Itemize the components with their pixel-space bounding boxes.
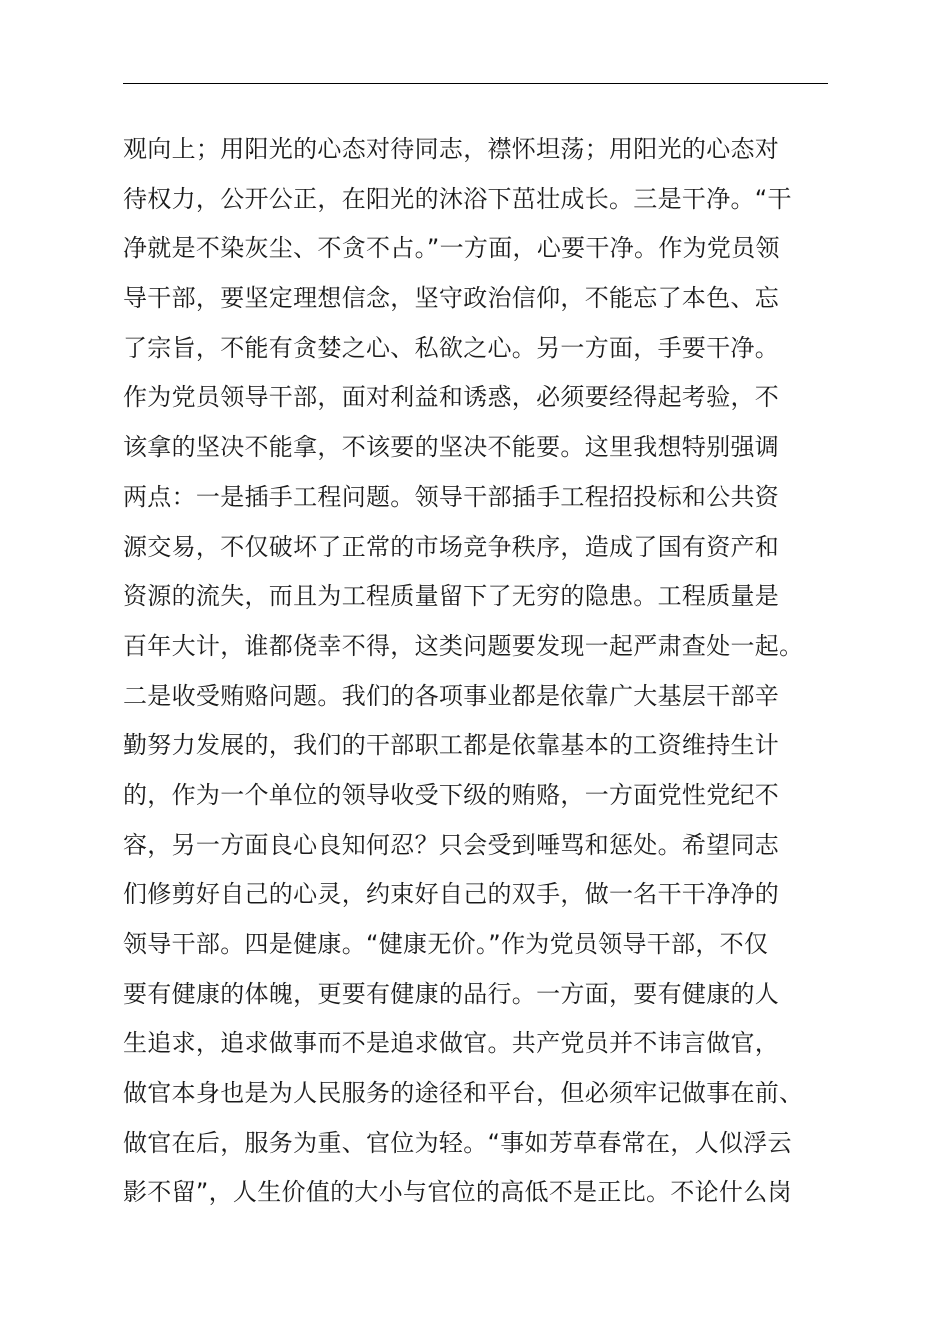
- text-line: 领导干部。四是健康。“健康无价。”作为党员领导干部，不仅: [123, 930, 769, 958]
- text-line: 影不留”，人生价值的大小与官位的高低不是正比。不论什么岗: [123, 1178, 792, 1207]
- body-text: [123, 125, 843, 1218]
- text-line: 了宗旨，不能有贪婪之心、私欲之心。另一方面，手要干净。: [123, 333, 780, 362]
- text-line: 生追求，追求做事而不是追求做官。共产党员并不讳言做官，: [123, 1029, 780, 1058]
- text-line: 导干部，要坚定理想信念，坚守政治信仰，不能忘了本色、忘: [123, 284, 780, 313]
- text-line: 要有健康的体魄，更要有健康的品行。一方面，要有健康的人: [123, 979, 780, 1008]
- text-line: 净就是不染灰尘、不贪不占。”一方面，心要干净。作为党员领: [123, 234, 780, 263]
- text-line: 作为党员领导干部，面对利益和诱惑，必须要经得起考验，不: [123, 383, 780, 412]
- text-line: 待权力，公开公正，在阳光的沐浴下茁壮成长。三是干净。“干: [123, 184, 792, 213]
- text-line: 两点：一是插手工程问题。领导干部插手工程招投标和公共资: [123, 482, 780, 511]
- text-line: 二是收受贿赂问题。我们的各项事业都是依靠广大基层干部辛: [123, 681, 780, 710]
- text-line: 观向上；用阳光的心态对待同志，襟怀坦荡；用阳光的心态对: [123, 135, 780, 163]
- text-line: 的，作为一个单位的领导收受下级的贿赂，一方面党性党纪不: [123, 780, 780, 809]
- text-line: 百年大计，谁都侥幸不得，这类问题要发现一起严肃查处一起。: [123, 631, 804, 660]
- text-line: 们修剪好自己的心灵，约束好自己的双手，做一名干干净净的: [123, 880, 780, 909]
- text-line: 源交易，不仅破坏了正常的市场竞争秩序，造成了国有资产和: [123, 532, 780, 561]
- text-line: 该拿的坚决不能拿，不该要的坚决不能要。这里我想特别强调: [123, 433, 780, 462]
- text-line: 容，另一方面良心良知何忍？只会受到唾骂和惩处。希望同志: [123, 830, 780, 859]
- text-line: 做官在后，服务为重、官位为轻。“事如芳草春常在，人似浮云: [123, 1128, 792, 1157]
- text-line: 做官本身也是为人民服务的途径和平台，但必须牢记做事在前、: [123, 1079, 804, 1108]
- text-line: 勤努力发展的，我们的干部职工都是依靠基本的工资维持生计: [123, 731, 780, 760]
- text-line: 资源的流失，而且为工程质量留下了无穷的隐患。工程质量是: [123, 582, 780, 611]
- header-rule: [123, 83, 828, 84]
